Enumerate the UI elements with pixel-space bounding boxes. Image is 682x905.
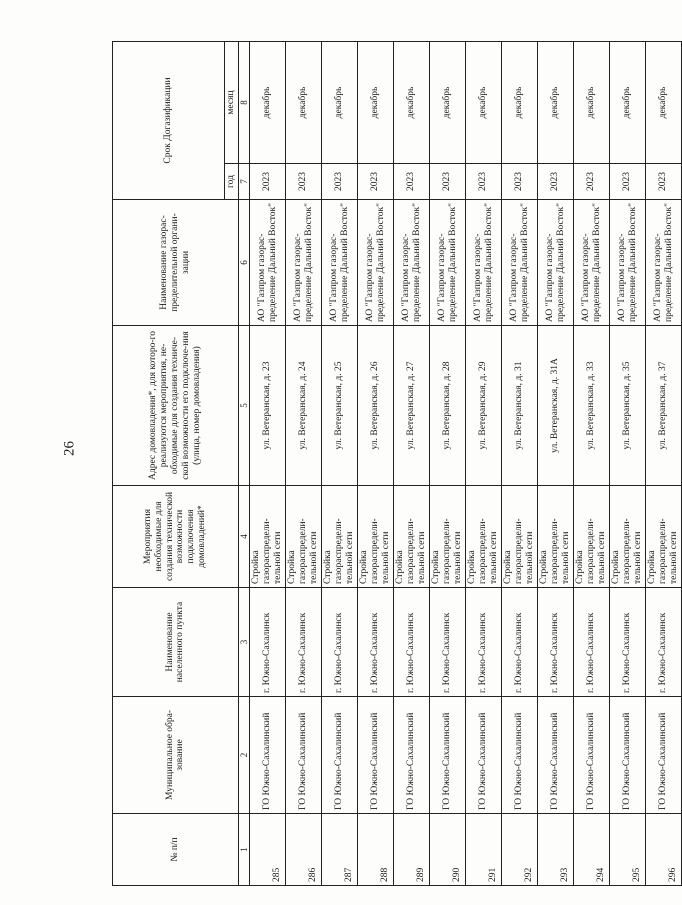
row-number: 289 bbox=[394, 814, 430, 886]
measure-cell: Стройка газораспредели-тельной сети bbox=[358, 486, 394, 588]
organization-cell: АО "Газпром газорас-пределение Дальний Восток" bbox=[538, 200, 574, 326]
measure-cell: Стройка газораспредели-тельной сети bbox=[286, 486, 322, 588]
year-cell: 2023 bbox=[286, 164, 322, 200]
column-index: 1 bbox=[238, 814, 249, 886]
month-cell: декабрь bbox=[250, 42, 286, 164]
settlement-cell: г. Южно-Сахалинск bbox=[574, 588, 610, 697]
column-index: 3 bbox=[238, 588, 249, 697]
table-row bbox=[466, 42, 502, 886]
organization-cell: АО "Газпром газорас-пределение Дальний Восток" bbox=[646, 200, 682, 326]
table-row bbox=[574, 42, 610, 886]
year-cell: 2023 bbox=[538, 164, 574, 200]
organization-cell: АО "Газпром газорас-пределение Дальний Восток" bbox=[394, 200, 430, 326]
row-number: 288 bbox=[358, 814, 394, 886]
settlement-cell: г. Южно-Сахалинск bbox=[250, 588, 286, 697]
month-cell: декабрь bbox=[574, 42, 610, 164]
organization-cell: АО "Газпром газорас-пределение Дальний Восток" bbox=[430, 200, 466, 326]
row-number: 290 bbox=[430, 814, 466, 886]
table-row bbox=[610, 42, 646, 886]
month-cell: декабрь bbox=[394, 42, 430, 164]
address-cell: ул. Ветеранская, д. 25 bbox=[322, 326, 358, 486]
month-cell: декабрь bbox=[466, 42, 502, 164]
header-address: Адрес домовладения*, для которо-го реализуются мероприятия, не-обходимые для создания техниче-ской возможности его подключе-ния (улица, номер домовладения) bbox=[113, 326, 239, 486]
rotated-table-container bbox=[112, 42, 680, 886]
column-index: 2 bbox=[238, 697, 249, 814]
page-number: 26 bbox=[61, 441, 78, 456]
month-cell: декабрь bbox=[646, 42, 682, 164]
address-cell: ул. Ветеранская, д. 33 bbox=[574, 326, 610, 486]
year-cell: 2023 bbox=[358, 164, 394, 200]
organization-cell: АО "Газпром газорас-пределение Дальний Восток" bbox=[574, 200, 610, 326]
month-cell: декабрь bbox=[610, 42, 646, 164]
year-cell: 2023 bbox=[250, 164, 286, 200]
settlement-cell: г. Южно-Сахалинск bbox=[286, 588, 322, 697]
table-row bbox=[286, 42, 322, 886]
settlement-cell: г. Южно-Сахалинск bbox=[538, 588, 574, 697]
month-cell: декабрь bbox=[430, 42, 466, 164]
column-index: 5 bbox=[238, 326, 249, 486]
column-index: 6 bbox=[238, 200, 249, 326]
organization-cell: АО "Газпром газорас-пределение Дальний Восток" bbox=[610, 200, 646, 326]
row-number: 291 bbox=[466, 814, 502, 886]
row-number: 293 bbox=[538, 814, 574, 886]
year-cell: 2023 bbox=[502, 164, 538, 200]
row-number: 296 bbox=[646, 814, 682, 886]
measure-cell: Стройка газораспредели-тельной сети bbox=[574, 486, 610, 588]
measure-cell: Стройка газораспредели-тельной сети bbox=[502, 486, 538, 588]
municipality-cell: ГО Южно-Сахалинский bbox=[538, 697, 574, 814]
address-cell: ул. Ветеранская, д. 37 bbox=[646, 326, 682, 486]
address-cell: ул. Ветеранская, д. 29 bbox=[466, 326, 502, 486]
table-header bbox=[113, 42, 250, 886]
month-cell: декабрь bbox=[286, 42, 322, 164]
municipality-cell: ГО Южно-Сахалинский bbox=[646, 697, 682, 814]
header-month: месяц bbox=[225, 42, 239, 164]
row-number: 285 bbox=[250, 814, 286, 886]
settlement-cell: г. Южно-Сахалинск bbox=[610, 588, 646, 697]
measure-cell: Стройка газораспредели-тельной сети bbox=[250, 486, 286, 588]
row-number: 287 bbox=[322, 814, 358, 886]
row-number: 292 bbox=[502, 814, 538, 886]
address-cell: ул. Ветеранская, д. 31 bbox=[502, 326, 538, 486]
organization-cell: АО "Газпром газорас-пределение Дальний Восток" bbox=[286, 200, 322, 326]
address-cell: ул. Ветеранская, д. 28 bbox=[430, 326, 466, 486]
table-row bbox=[358, 42, 394, 886]
address-cell: ул. Ветеранская, д. 24 bbox=[286, 326, 322, 486]
header-num: № п/п bbox=[113, 814, 239, 886]
municipality-cell: ГО Южно-Сахалинский bbox=[394, 697, 430, 814]
organization-cell: АО "Газпром газорас-пределение Дальний Восток" bbox=[502, 200, 538, 326]
municipality-cell: ГО Южно-Сахалинский bbox=[250, 697, 286, 814]
settlement-cell: г. Южно-Сахалинск bbox=[430, 588, 466, 697]
municipality-cell: ГО Южно-Сахалинский bbox=[286, 697, 322, 814]
settlement-cell: г. Южно-Сахалинск bbox=[358, 588, 394, 697]
organization-cell: АО "Газпром газорас-пределение Дальний Восток" bbox=[250, 200, 286, 326]
header-settlement: Наименование населенного пункта bbox=[113, 588, 239, 697]
row-number: 294 bbox=[574, 814, 610, 886]
settlement-cell: г. Южно-Сахалинск bbox=[502, 588, 538, 697]
settlement-cell: г. Южно-Сахалинск bbox=[646, 588, 682, 697]
row-number: 286 bbox=[286, 814, 322, 886]
municipality-cell: ГО Южно-Сахалинский bbox=[430, 697, 466, 814]
settlement-cell: г. Южно-Сахалинск bbox=[466, 588, 502, 697]
measure-cell: Стройка газораспредели-тельной сети bbox=[538, 486, 574, 588]
measure-cell: Стройка газораспредели-тельной сети bbox=[394, 486, 430, 588]
settlement-cell: г. Южно-Сахалинск bbox=[322, 588, 358, 697]
table-row bbox=[322, 42, 358, 886]
measure-cell: Стройка газораспредели-тельной сети bbox=[430, 486, 466, 588]
year-cell: 2023 bbox=[322, 164, 358, 200]
municipality-cell: ГО Южно-Сахалинский bbox=[466, 697, 502, 814]
year-cell: 2023 bbox=[430, 164, 466, 200]
address-cell: ул. Ветеранская, д. 26 bbox=[358, 326, 394, 486]
municipality-cell: ГО Южно-Сахалинский bbox=[574, 697, 610, 814]
municipality-cell: ГО Южно-Сахалинский bbox=[322, 697, 358, 814]
settlement-cell: г. Южно-Сахалинск bbox=[394, 588, 430, 697]
year-cell: 2023 bbox=[394, 164, 430, 200]
table-row bbox=[502, 42, 538, 886]
year-cell: 2023 bbox=[466, 164, 502, 200]
header-measures: Мероприятия необходимые для создания технической возможности подключения домовладений* bbox=[113, 486, 239, 588]
table-row bbox=[430, 42, 466, 886]
month-cell: декабрь bbox=[538, 42, 574, 164]
month-cell: декабрь bbox=[358, 42, 394, 164]
gasification-table bbox=[112, 41, 682, 886]
header-year: год bbox=[225, 164, 239, 200]
header-municipality: Муниципальное обра-зование bbox=[113, 697, 239, 814]
address-cell: ул. Ветеранская, д. 27 bbox=[394, 326, 430, 486]
municipality-cell: ГО Южно-Сахалинский bbox=[610, 697, 646, 814]
address-cell: ул. Ветеранская, д. 31А bbox=[538, 326, 574, 486]
row-number: 295 bbox=[610, 814, 646, 886]
measure-cell: Стройка газораспредели-тельной сети bbox=[322, 486, 358, 588]
municipality-cell: ГО Южно-Сахалинский bbox=[502, 697, 538, 814]
municipality-cell: ГО Южно-Сахалинский bbox=[358, 697, 394, 814]
address-cell: ул. Ветеранская, д. 23 bbox=[250, 326, 286, 486]
header-deadline: Срок Догазификации bbox=[113, 42, 225, 200]
month-cell: декабрь bbox=[322, 42, 358, 164]
address-cell: ул. Ветеранская, д. 35 bbox=[610, 326, 646, 486]
measure-cell: Стройка газораспредели-тельной сети bbox=[646, 486, 682, 588]
table-row bbox=[646, 42, 682, 886]
header-organization: Наименование газорас-пределительной органи-зации bbox=[113, 200, 239, 326]
organization-cell: АО "Газпром газорас-пределение Дальний Восток" bbox=[322, 200, 358, 326]
measure-cell: Стройка газораспредели-тельной сети bbox=[610, 486, 646, 588]
table-body bbox=[250, 42, 682, 886]
column-index: 8 bbox=[238, 42, 249, 164]
month-cell: декабрь bbox=[502, 42, 538, 164]
year-cell: 2023 bbox=[610, 164, 646, 200]
table-row bbox=[394, 42, 430, 886]
table-row bbox=[250, 42, 286, 886]
column-index: 7 bbox=[238, 164, 249, 200]
measure-cell: Стройка газораспредели-тельной сети bbox=[466, 486, 502, 588]
year-cell: 2023 bbox=[646, 164, 682, 200]
column-index: 4 bbox=[238, 486, 249, 588]
organization-cell: АО "Газпром газорас-пределение Дальний Восток" bbox=[466, 200, 502, 326]
column-index-row bbox=[238, 42, 249, 886]
table-row bbox=[538, 42, 574, 886]
year-cell: 2023 bbox=[574, 164, 610, 200]
organization-cell: АО "Газпром газорас-пределение Дальний Восток" bbox=[358, 200, 394, 326]
